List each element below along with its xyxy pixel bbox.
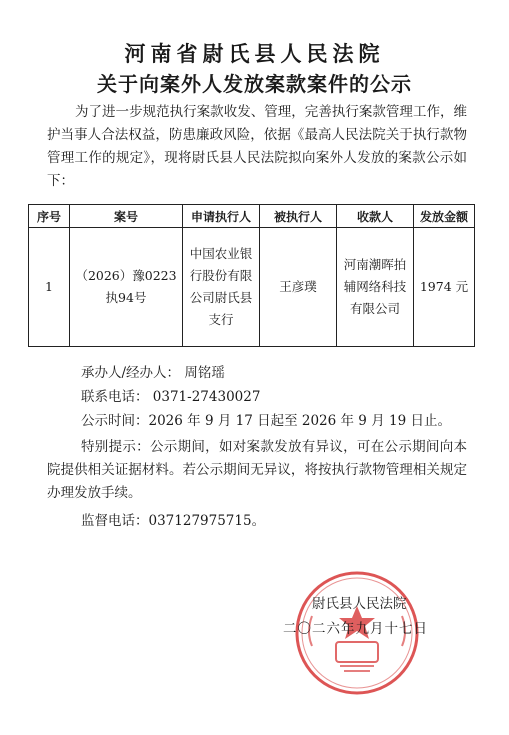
col-header-no: 序号 — [29, 205, 70, 228]
supervision-phone: 监督电话：037127975715。 — [81, 513, 266, 529]
phone-line: 联系电话： 0371-27430027 — [81, 389, 261, 405]
table-row — [29, 228, 475, 347]
cell-applicant: 中国农业银行股份有限公司尉氏县支行 — [183, 228, 260, 347]
cell-payee: 河南潮晖拍辅网络科技有限公司 — [337, 228, 414, 347]
signature-court: 尉氏县人民法院 — [312, 596, 407, 612]
special-notice: 特别提示：公示期间，如对案款发放有异议，可在公示期间向本院提供相关证据材料。若公示期间无异议，将按执行款物管理相关规定办理发放手续。 — [47, 439, 467, 501]
period-line: 公示时间：2026 年 9 月 17 日起至 2026 年 9 月 19 日止。 — [81, 413, 451, 429]
col-header-respondent: 被执行人 — [260, 205, 337, 228]
col-header-applicant: 申请执行人 — [183, 205, 260, 228]
page-subtitle: 关于向案外人发放案款案件的公示 — [97, 72, 412, 96]
handler-line: 承办人/经办人： 周铭瑶 — [81, 365, 225, 381]
signature-date: 二〇二六年九月十七日 — [283, 621, 428, 637]
cell-no: 1 — [29, 228, 70, 347]
col-header-case-no: 案号 — [70, 205, 183, 228]
col-header-amount: 发放金额 — [414, 205, 475, 228]
case-table — [28, 204, 475, 347]
intro-paragraph: 为了进一步规范执行案款收发、管理，完善执行案款管理工作，维护当事人合法权益，防患廉政风险，依据《最高人民法院关于执行款物管理工作的规定》，现将尉氏县人民法院拟向案外人发放的案款公示如下： — [47, 104, 467, 189]
page-title: 河南省尉氏县人民法院 — [124, 42, 385, 66]
table-header-row — [29, 205, 475, 228]
cell-amount: 1974 元 — [414, 228, 475, 347]
cell-respondent: 王彦璞 — [260, 228, 337, 347]
col-header-payee: 收款人 — [337, 205, 414, 228]
cell-case-no: （2026）豫0223执94号 — [70, 228, 183, 347]
